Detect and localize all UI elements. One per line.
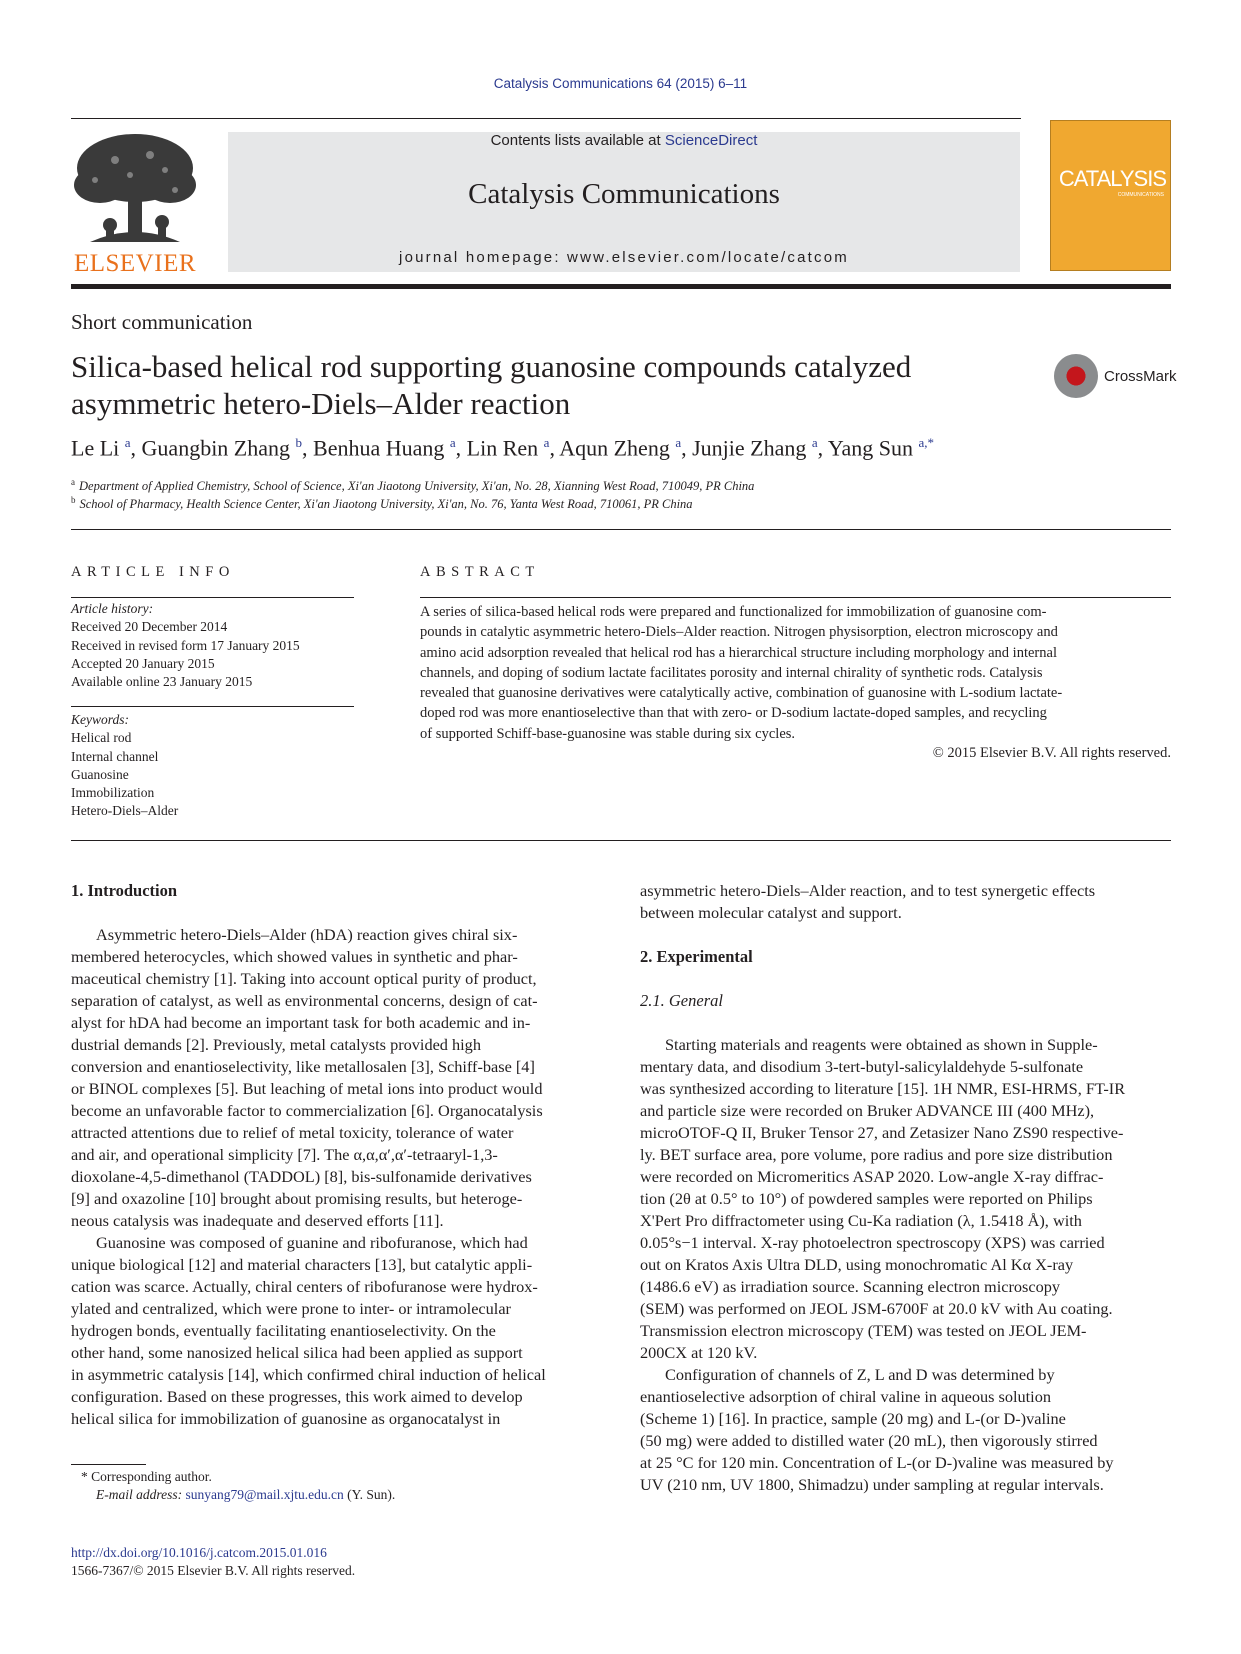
text-line: were recorded on Micromeritics ASAP 2020. Low-angle X-ray diffrac- — [640, 1167, 1104, 1186]
affiliation — [71, 477, 754, 494]
text-line: conversion and enantioselectivity, like metallosalen [3], Schiff-base [4] — [71, 1057, 535, 1076]
text-line: membered heterocycles, which showed values in synthetic and phar- — [71, 947, 518, 966]
keyword: Guanosine — [71, 766, 129, 782]
article-info-heading: ARTICLE INFO — [71, 564, 235, 580]
abstract-line: revealed that guanosine derivatives were catalytically active, combination of guanosine with L-sodium lactate- — [420, 685, 1063, 702]
text-line: microOTOF-Q II, Bruker Tensor 27, and Zetasizer Nano ZS90 respective- — [640, 1123, 1124, 1142]
intro-paragraph-2 — [71, 1232, 602, 1430]
email-note — [96, 1486, 395, 1504]
journal-cover-thumbnail — [1050, 120, 1171, 271]
publisher-name: ELSEVIER — [73, 250, 197, 277]
text-line: Guanosine was composed of guanine and ribofuranose, which had — [96, 1233, 528, 1252]
text-line: (50 mg) were added to distilled water (20 mL), then vigorously stirred — [640, 1431, 1098, 1450]
abstract-line: doped rod was more enantioselective than that with zero- or D-sodium lactate-doped samples, and recycling — [420, 705, 1047, 722]
abstract-heading: ABSTRACT — [420, 564, 540, 580]
contents-prefix: Contents lists available at — [490, 132, 665, 149]
author-affil-mark[interactable]: a — [543, 435, 550, 450]
author[interactable]: Aqun Zheng — [559, 435, 670, 461]
history-item: Available online 23 January 2015 — [71, 674, 253, 690]
text-line: unique biological [12] and material characters [13], but catalytic appli- — [71, 1255, 533, 1274]
text-line: 0.05°s−1 interval. X-ray photoelectron spectroscopy (XPS) was carried — [640, 1233, 1105, 1252]
keyword: Hetero-Diels–Alder — [71, 803, 179, 819]
affiliation-text: Department of Applied Chemistry, School of Science, Xi'an Jiaotong University, Xi'an, No. 28, Xianning West Road, 710049, PR China — [79, 479, 755, 494]
text-line: Transmission electron microscopy (TEM) was tested on JEOL JEM- — [640, 1321, 1087, 1340]
article-history — [71, 600, 300, 691]
article-title — [71, 348, 1011, 422]
tree-icon — [70, 130, 200, 248]
text-line: between molecular catalyst and support. — [640, 903, 902, 922]
keyword: Helical rod — [71, 730, 132, 746]
text-line: separation of catalyst, as well as environmental concerns, design of cat- — [71, 991, 538, 1010]
text-line: (Scheme 1) [16]. In practice, sample (20 mg) and L-(or D-)valine — [640, 1409, 1066, 1428]
text-line: in asymmetric catalysis [14], which confirmed chiral induction of helical — [71, 1365, 546, 1384]
keywords — [71, 711, 178, 821]
text-line: ylated and centralized, which were prone to inter- or intramolecular — [71, 1299, 511, 1318]
text-line: maceutical chemistry [1]. Taking into account optical purity of product, — [71, 969, 537, 988]
experimental-paragraph-1 — [640, 1034, 1171, 1364]
text-line: enantioselective adsorption of chiral valine in aqueous solution — [640, 1387, 1051, 1406]
abstract-copyright: © 2015 Elsevier B.V. All rights reserved. — [932, 745, 1171, 761]
abstract-line: A series of silica-based helical rods were prepared and functionalized for immobilization of guanosine com- — [420, 604, 1047, 620]
abstract-line: pounds in catalytic asymmetric hetero-Diels–Alder reaction. Nitrogen physisorption, electron microscopy and — [420, 624, 1058, 641]
text-line: become an unfavorable factor to commercialization [6]. Organocatalysis — [71, 1101, 543, 1120]
history-label: Article history: — [71, 601, 154, 616]
doi-link[interactable]: http://dx.doi.org/10.1016/j.catcom.2015.01.016 — [71, 1545, 327, 1560]
abstract-line: of supported Schiff-base-guanosine was stable during six cycles. — [420, 725, 796, 742]
text-line: hydrogen bonds, eventually facilitating enantioselectivity. On the — [71, 1321, 496, 1340]
intro-heading: 1. Introduction — [71, 881, 178, 900]
text-line: cation was scarce. Actually, chiral centers of ribofuranose were hydrox- — [71, 1277, 538, 1296]
text-line: and particle size were recorded on Bruker ADVANCE III (400 MHz), — [640, 1101, 1095, 1120]
text-line: helical silica for immobilization of guanosine as organocatalyst in — [71, 1409, 501, 1428]
text-line: other hand, some nanosized helical silica had been applied as support — [71, 1343, 523, 1362]
text-line: asymmetric hetero-Diels–Alder reaction, and to test synergetic effects — [640, 881, 1096, 900]
crossmark-badge[interactable] — [1054, 352, 1177, 402]
affiliation — [71, 495, 693, 512]
text-line: dioxolane-4,5-dimethanol (TADDOL) [8], bis-sulfonamide derivatives — [71, 1167, 532, 1186]
text-line: (1486.6 eV) as irradiation source. Scanning electron microscopy — [640, 1277, 1061, 1296]
keywords-label: Keywords: — [71, 712, 129, 727]
abstract-line: amino acid adsorption revealed that helical rod has a hierarchical structure including morphology and internal — [420, 644, 1057, 661]
affiliation-text: School of Pharmacy, Health Science Center, Xi'an Jiaotong University, Xi'an, No. 76, Yanta West Road, 710061, PR China — [79, 497, 693, 512]
journal-homepage[interactable]: journal homepage: www.elsevier.com/locate/catcom — [399, 249, 849, 266]
section-rule — [71, 529, 1171, 530]
author[interactable]: Lin Ren — [466, 435, 539, 461]
text-line: ly. BET surface area, pore volume, pore radius and pore size distribution — [640, 1145, 1113, 1164]
text-line: was synthesized according to literature [15]. 1H NMR, ESI-HRMS, FT-IR — [640, 1079, 1126, 1098]
journal-banner — [228, 132, 1020, 272]
author[interactable]: Yang Sun — [827, 435, 914, 461]
right-column — [640, 880, 1171, 1496]
keyword: Internal channel — [71, 748, 159, 764]
sciencedirect-link[interactable]: ScienceDirect — [664, 132, 758, 149]
email-label: E-mail address: — [96, 1487, 186, 1502]
article-info-rule — [71, 597, 354, 598]
author-affil-mark[interactable]: b — [295, 435, 303, 450]
history-item: Received in revised form 17 January 2015 — [71, 637, 300, 653]
text-line: neous catalysis was inadequate and deserved efforts [11]. — [71, 1211, 444, 1230]
text-line: alyst for hDA had become an important task for both academic and in- — [71, 1013, 531, 1032]
author-affil-mark[interactable]: a,* — [918, 435, 935, 450]
email-link[interactable]: sunyang79@mail.xjtu.edu.cn — [185, 1487, 344, 1502]
issn-copyright: 1566-7367/© 2015 Elsevier B.V. All rights reserved. — [71, 1563, 356, 1578]
general-heading: 2.1. General — [640, 991, 723, 1010]
text-line: mentary data, and disodium 3-tert-butyl-salicylaldehyde 5-sulfonate — [640, 1057, 1084, 1076]
text-line: Starting materials and reagents were obtained as shown in Supple- — [665, 1035, 1098, 1054]
doi-block — [71, 1544, 355, 1580]
elsevier-logo — [70, 130, 200, 278]
abstract-text — [420, 602, 1171, 744]
cover-title: CATALYSIS — [1058, 166, 1166, 191]
article-type: Short communication — [71, 310, 253, 334]
experimental-paragraph-2 — [640, 1364, 1171, 1496]
author[interactable]: Benhua Huang — [313, 435, 445, 461]
header-rule — [71, 118, 1021, 119]
text-line: Asymmetric hetero-Diels–Alder (hDA) reaction gives chiral six- — [96, 925, 518, 944]
section-rule — [71, 840, 1171, 841]
left-column — [71, 880, 602, 1430]
cover-subtitle: COMMUNICATIONS — [1117, 192, 1164, 198]
contents-line — [228, 132, 1020, 149]
abstract-rule — [420, 597, 1171, 598]
author-affil-mark[interactable]: a — [675, 435, 682, 450]
author-list: Le Li $^a$, Guangbin Zhang $^b$, Benhua Huang $^a$, Lin Ren $^a$, Aqun Zheng $^a$, Junjie Zhang $^a$, Yang Sun $^{a,*}$ — [71, 435, 935, 461]
text-line: attracted attentions due to relief of metal toxicity, tolerance of water — [71, 1123, 514, 1142]
text-line: configuration. Based on these progresses, this work aimed to develop — [71, 1387, 523, 1406]
text-line: 200CX at 120 kV. — [640, 1343, 758, 1362]
keywords-rule — [71, 706, 354, 707]
text-line: tion (2θ at 0.5° to 10°) of powdered samples were reported on Philips — [640, 1189, 1093, 1208]
history-item: Accepted 20 January 2015 — [71, 655, 215, 671]
author[interactable]: Guangbin Zhang — [141, 435, 291, 461]
experimental-heading: 2. Experimental — [640, 947, 753, 966]
text-line: out on Kratos Axis Ultra DLD, using monochromatic Al Kα X-ray — [640, 1255, 1074, 1274]
text-line: UV (210 nm, UV 1800, Shimadzu) under sampling at regular intervals. — [640, 1475, 1104, 1494]
text-line: (SEM) was performed on JEOL JSM-6700F at 20.0 kV with Au coating. — [640, 1299, 1113, 1318]
title-line: Silica-based helical rod supporting guanosine compounds catalyzed — [71, 349, 912, 384]
journal-title: Catalysis Communications — [468, 178, 780, 210]
text-line: or BINOL complexes [5]. But leaching of metal ions into product would — [71, 1079, 543, 1098]
author[interactable]: Junjie Zhang — [692, 435, 807, 461]
footnote-rule — [71, 1464, 146, 1465]
text-line: [9] and oxazoline [10] brought about promising results, but heteroge- — [71, 1189, 523, 1208]
affiliation-key: b — [71, 495, 76, 505]
text-line: Configuration of channels of Z, L and D was determined by — [665, 1365, 1055, 1384]
journal-reference-link[interactable]: Catalysis Communications 64 (2015) 6–11 — [493, 76, 748, 91]
intro-paragraph-1 — [71, 924, 602, 1232]
text-line: dustrial demands [2]. Previously, metal catalysts provided high — [71, 1035, 481, 1054]
crossmark-label: CrossMark — [1104, 368, 1177, 385]
keyword: Immobilization — [71, 785, 155, 801]
text-line: X'Pert Pro diffractometer using Cu-Ka radiation (λ, 1.5418 Å), with — [640, 1211, 1082, 1230]
author-affil-mark[interactable]: a — [124, 435, 131, 450]
history-item: Received 20 December 2014 — [71, 619, 228, 635]
title-line: asymmetric hetero-Diels–Alder reaction — [71, 386, 571, 421]
corresponding-author-note: * Corresponding author. — [81, 1469, 212, 1484]
author-affil-mark[interactable]: a — [449, 435, 456, 450]
text-line: and air, and operational simplicity [7]. The α,α,α′,α′-tetraaryl-1,3- — [71, 1145, 498, 1164]
affiliation-key: a — [71, 477, 75, 487]
crossmark-icon — [1054, 354, 1098, 398]
text-line: at 25 °C for 120 min. Concentration of L-(or D-)valine was measured by — [640, 1453, 1114, 1472]
author-affil-mark[interactable]: a — [811, 435, 818, 450]
email-suffix: (Y. Sun). — [343, 1487, 396, 1502]
author[interactable]: Le Li — [71, 435, 120, 461]
abstract-line: channels, and doping of sodium lactate facilitates porosity and internal chirality of synthetic rods. Catalysis — [420, 664, 1043, 681]
header-thick-rule — [71, 284, 1171, 289]
